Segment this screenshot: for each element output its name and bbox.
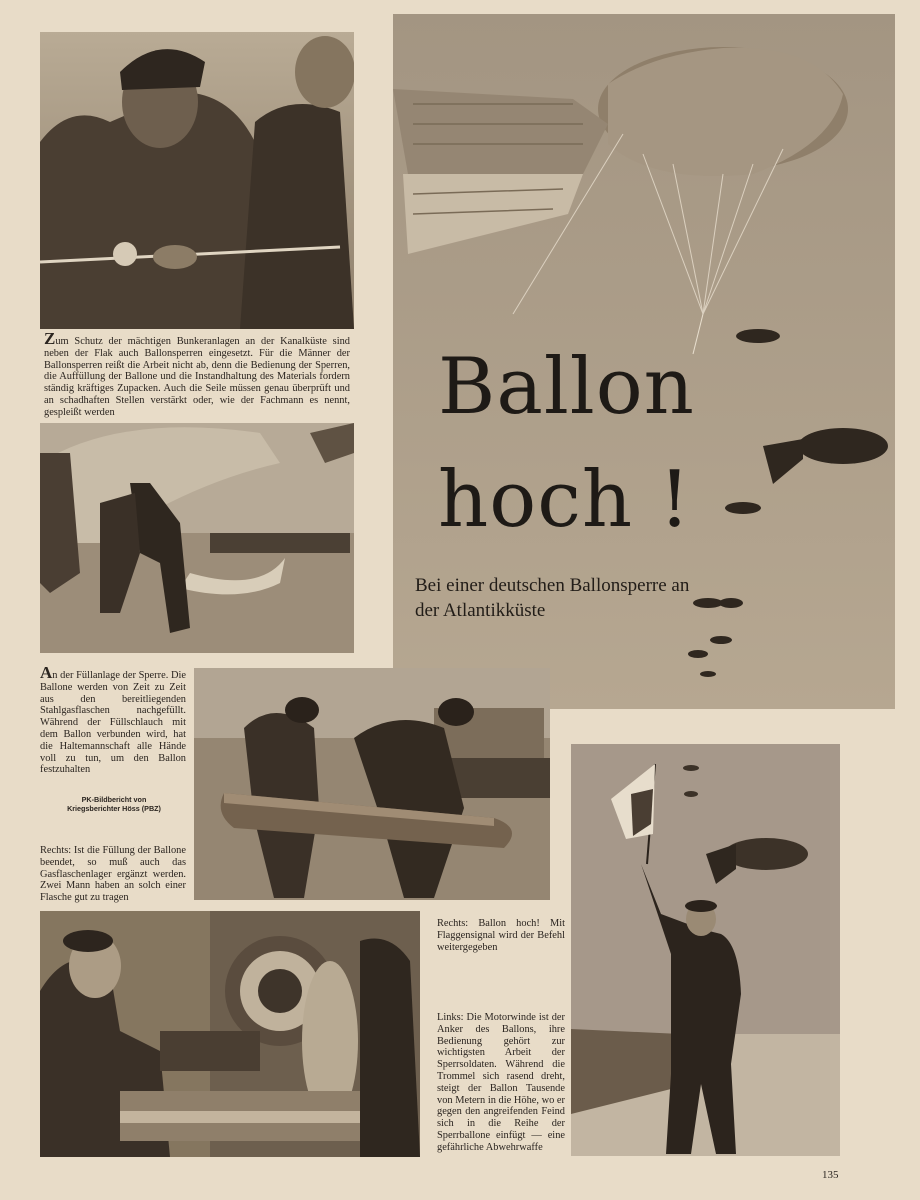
caption-winch-text: Links: Die Motorwinde ist der Anker des Ballons, ihre Bedienung gehört zur wichtigsten Arbeit der Sperrsoldaten. Während die Trommel sich rasend dreht, steigt der Ballon Tausende von Metern in die Höhe, wo er gegen den angreifenden Feind sich in die Reihe der Sperrballone einfügt — eine gefährliche Abwehrwaffe bbox=[437, 1012, 565, 1153]
caption-filling-initial: A bbox=[40, 663, 53, 682]
photo-flag-signal bbox=[571, 744, 840, 1156]
caption-filling-text: n der Füllanlage der Sperre. Die Ballone werden von Zeit zu Zeit aus den bereitliegenden Stahlgasflaschen nachgefüllt. Während der Füllschlauch mit dem Ballon verbunden wird, hat die Haltemannschaft alle Hände voll zu tun, um den Ballon festzuhalten bbox=[40, 670, 186, 776]
headline-subtitle: Bei einer deutschen Ballonsperre an der Atlantikküste bbox=[415, 575, 690, 621]
photo-gas-cylinder bbox=[194, 668, 550, 900]
caption-splice-text: um Schutz der mächtigen Bunkeranlagen an der Kanalküste sind neben der Flak auch Ballonsperren eingesetzt. Für die Männer der Ballonsperren reißt die Arbeit nicht ab, denn die Bedienung der Sperren, die Auffüllung der Ballone und die Instandhaltung des Materials fordern ständig kräftiges Zupacken. Auch die Seile müssen genau überprüft und an schadhaften Stellen verstärkt oder, wie der Fachmann es nennt, gespleißt werden bbox=[44, 336, 350, 418]
caption-cylinders bbox=[40, 845, 186, 904]
photo-credit: PK-Bildbericht von Kriegsberichter Höss (PBZ) bbox=[67, 795, 161, 813]
photo-ground-crew bbox=[40, 423, 354, 653]
caption-flag-text: Rechts: Ballon hoch! Mit Flaggensignal wird der Befehl weitergegeben bbox=[437, 918, 565, 953]
caption-splice bbox=[44, 329, 350, 419]
page-number: 135 bbox=[822, 1169, 839, 1181]
caption-filling bbox=[40, 663, 186, 776]
headline-line-2: hoch ! bbox=[438, 455, 692, 545]
headline-line-1: Ballon bbox=[438, 342, 695, 432]
caption-flag bbox=[437, 918, 565, 953]
photo-cable-splicing bbox=[40, 32, 354, 329]
caption-cylinders-text: Rechts: Ist die Füllung der Ballone beendet, so muß auch das Gasflaschenlager ergänzt werden. Zwei Mann haben an solch einer Flasche gut zu tragen bbox=[40, 845, 186, 904]
caption-winch bbox=[437, 1012, 565, 1154]
photo-motor-winch bbox=[40, 911, 420, 1157]
caption-splice-initial: Z bbox=[44, 329, 56, 348]
